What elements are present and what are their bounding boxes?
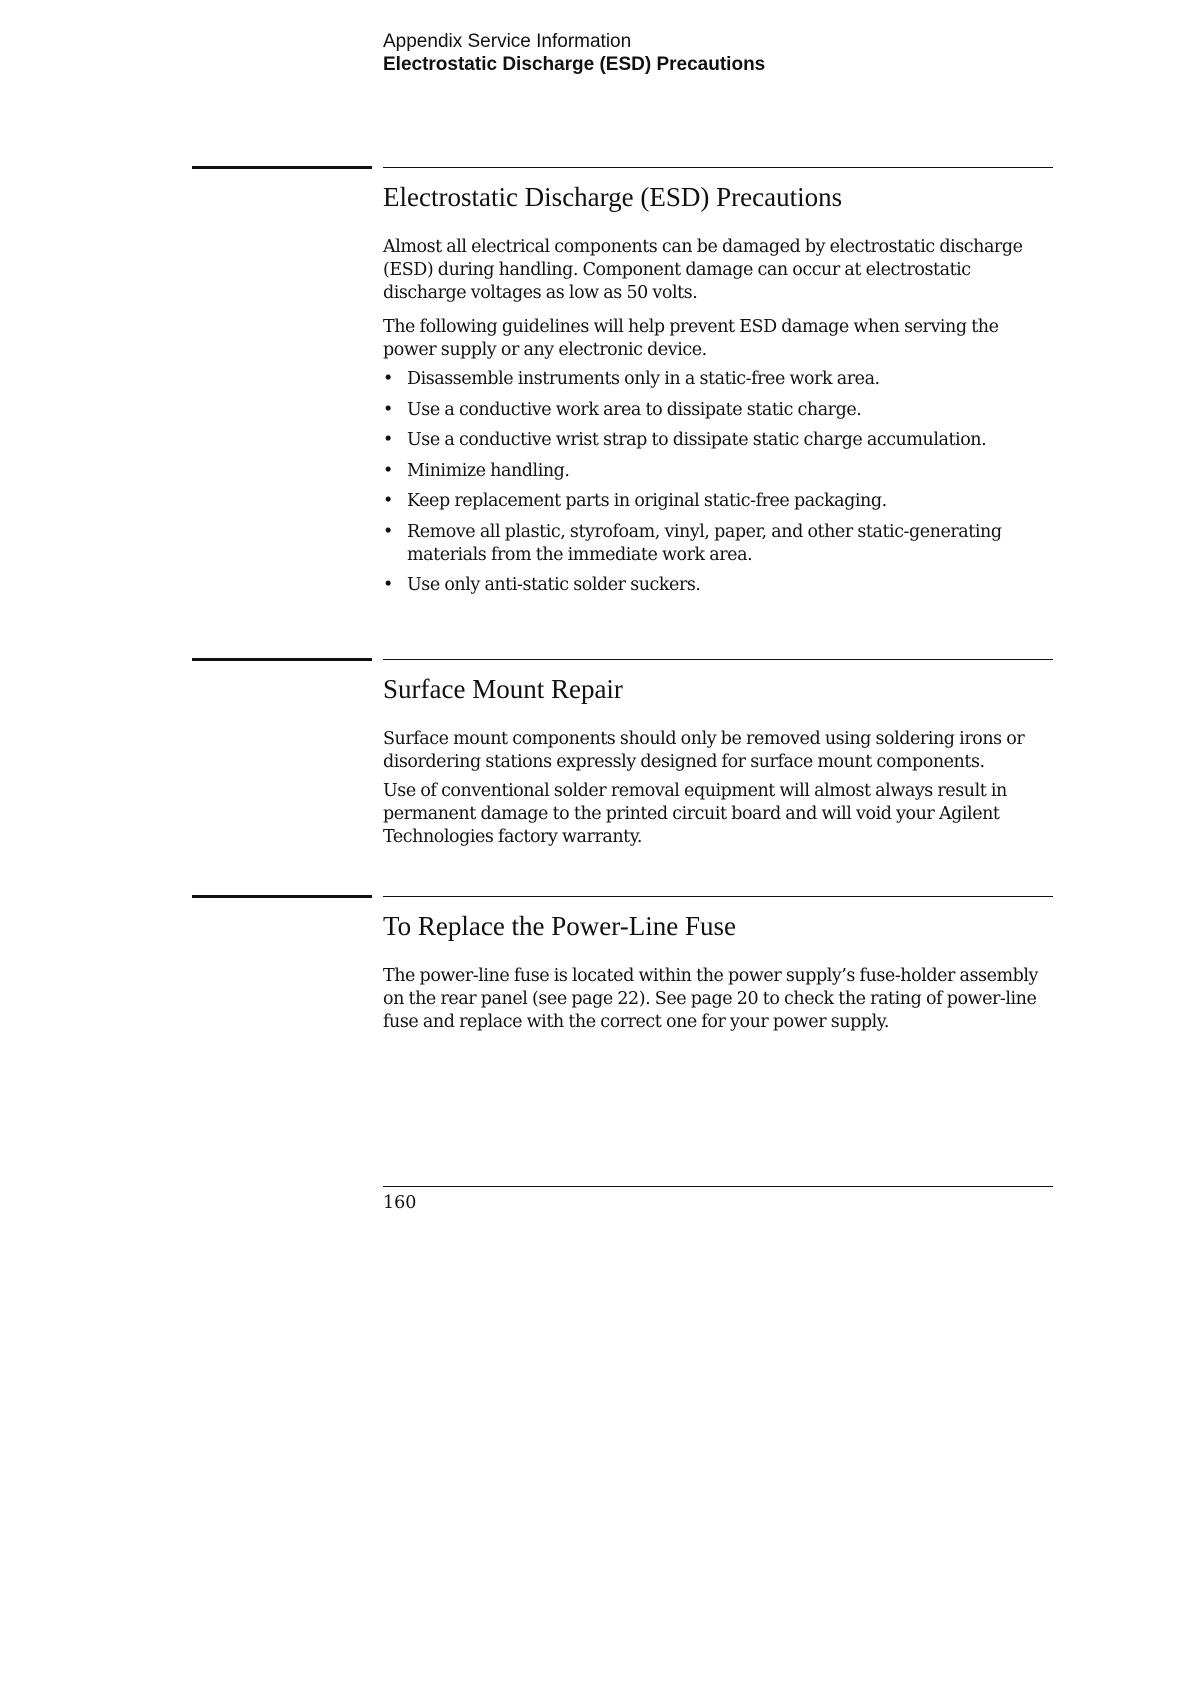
section-rule-right (383, 659, 1053, 660)
list-item-text: Remove all plastic, styrofoam, vinyl, paper, and other static-generating materials from the immediate work area. (407, 521, 1002, 565)
paragraph: The following guidelines will help prevent ESD damage when serving the power supply or any electronic device. (383, 317, 999, 360)
section-body (383, 965, 1055, 1045)
paragraph: Almost all electrical components can be damaged by electrostatic discharge (ESD) during handling. Component damage can occur at electrostatic discharge voltages as low as 50 volts. (383, 237, 1023, 303)
running-header-chapter: Appendix Service Information (383, 31, 632, 52)
paragraph: Use of conventional solder removal equipment will almost always result in permanent damage to the printed circuit board and will void your Agilent Technologies factory warranty. (383, 781, 1007, 847)
bullet-icon: • (383, 369, 393, 389)
list-item-text: Minimize handling. (407, 460, 570, 481)
list-item-text: Use a conductive work area to dissipate static charge. (407, 399, 862, 420)
section-rule-left (192, 658, 372, 661)
section-rule-left (192, 895, 372, 898)
list-item (383, 460, 1055, 483)
paragraph: The power-line fuse is located within the power supply’s fuse-holder assembly on the rear panel (see page 22). See page 20 to check the rating of power-line fuse and replace with the correct one for your power supply. (383, 966, 1038, 1032)
list-item-text: Keep replacement parts in original static-free packaging. (407, 491, 887, 511)
page-number: 160 (383, 1193, 417, 1213)
running-header-section: Electrostatic Discharge (ESD) Precautions (383, 54, 766, 75)
section-title: To Replace the Power-Line Fuse (383, 911, 736, 941)
bullet-icon: • (383, 575, 393, 595)
running-header (383, 30, 765, 76)
list-item-text: Disassemble instruments only in a static-free work area. (407, 369, 880, 389)
bullet-icon: • (383, 491, 393, 511)
section-body (383, 728, 1055, 860)
section-rule-right (383, 896, 1053, 897)
list-item (383, 368, 1055, 391)
footer-rule (383, 1186, 1053, 1187)
list-item (383, 490, 1055, 513)
paragraph: Surface mount components should only be removed using soldering irons or disordering stations expressly designed for surface mount components. (383, 729, 1025, 772)
list-item (383, 574, 1055, 597)
section-rule-right (383, 167, 1053, 168)
section-body (383, 236, 1055, 605)
bullet-icon: • (383, 430, 393, 450)
section-rule-left (192, 166, 372, 169)
bullet-icon: • (383, 460, 393, 481)
bullet-icon: • (383, 521, 393, 542)
bullet-list (383, 368, 1055, 597)
list-item (383, 399, 1055, 422)
list-item (383, 521, 1055, 567)
list-item-text: Use a conductive wrist strap to dissipate static charge accumulation. (407, 430, 987, 450)
section-title: Surface Mount Repair (383, 674, 623, 704)
list-item-text: Use only anti-static solder suckers. (407, 575, 701, 595)
section-title: Electrostatic Discharge (ESD) Precautions (383, 182, 843, 212)
list-item (383, 429, 1055, 452)
bullet-icon: • (383, 399, 393, 420)
